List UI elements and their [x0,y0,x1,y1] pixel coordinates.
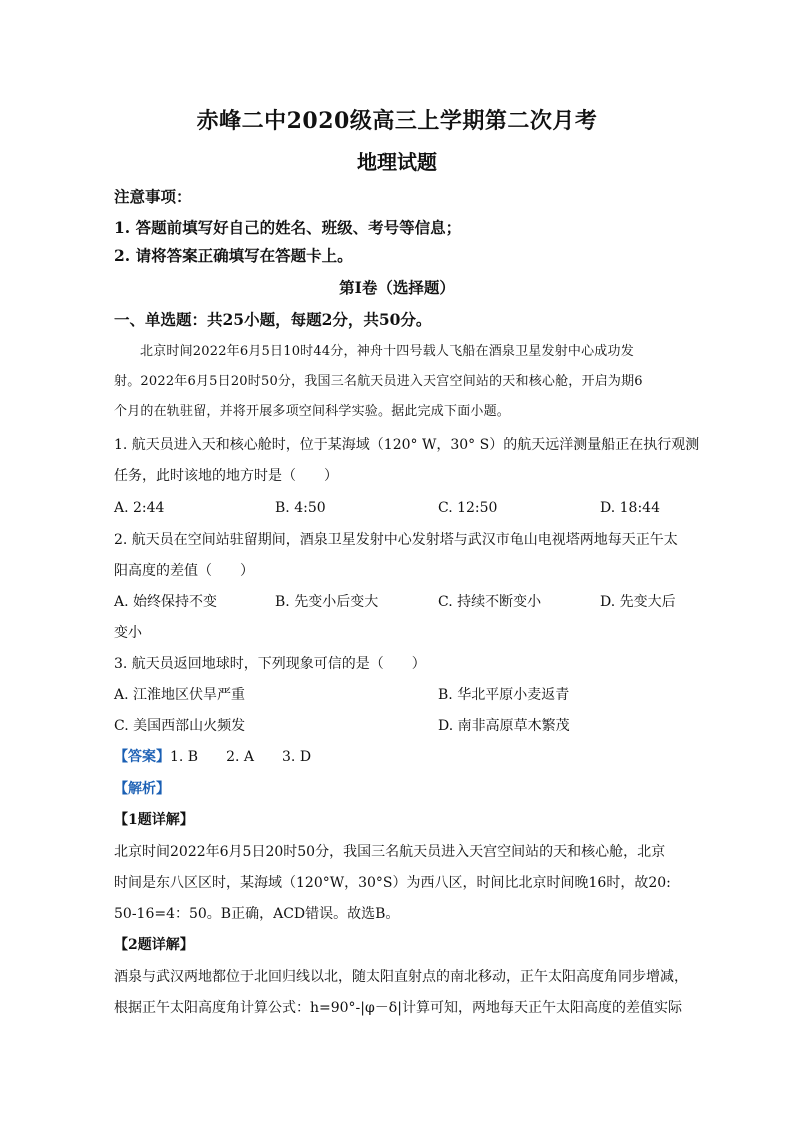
option-c: C. 美国西部山火频发 [114,718,246,734]
notice-item: 2. 请将答案正确填写在答题卡上。 [114,246,353,265]
passage-line: 个月的在轨驻留，并将开展多项空间科学实验。据此完成下面小题。 [114,404,511,419]
detail-line: 酒泉与武汉两地都位于北回归线以北，随太阳直射点的南北移动，正午太阳高度角同步增减， [114,969,688,985]
option-d: D. 18:44 [600,500,660,516]
option-b: B. 华北平原小麦返青 [438,687,570,703]
answer-text: 1. B 2. A 3. D [170,749,312,765]
option-d: D. 先变大后 [600,594,676,610]
option-a: A. 2:44 [114,500,165,516]
detail-line: 50-16=4：50。B正确，ACD错误。故选B。 [114,906,400,922]
detail-line: 时间是东八区区时，某海域（120°W，30°S）为西八区，时间比北京时间晚16时，故20: [114,875,671,891]
notice-heading: 注意事项： [114,187,192,206]
option-a: A. 始终保持不变 [114,594,218,610]
option-c: C. 持续不断变小 [438,594,542,610]
question-stem: 1. 航天员进入天和核心舱时，位于某海域（120° W，30° S）的航天远洋测量船正在执行观测 [114,437,700,453]
passage-line: 射。2022年6月5日20时50分，我国三名航天员进入天宫空间站的天和核心舱，开启为期6 [114,374,643,389]
detail-line: 根据正午太阳高度角计算公式：h=90°-|φ－δ|计算可知，两地每天正午太阳高度的差值实际 [114,1000,682,1016]
answer-label: 【答案】 [114,749,170,765]
section-heading: 一、单选题：共25小题，每题2分，共50分。 [114,310,432,329]
option-a: A. 江淮地区伏旱严重 [114,687,246,703]
volume-heading: 第I卷（选择题） [339,278,455,297]
option-d: D. 南非高原草木繁茂 [438,718,570,734]
option-d-wrap: 变小 [114,625,142,641]
question-stem: 2. 航天员在空间站驻留期间，酒泉卫星发射中心发射塔与武汉市龟山电视塔两地每天正午太 [114,532,678,548]
option-b: B. 4:50 [275,500,326,516]
question-stem: 3. 航天员返回地球时，下列现象可信的是（ ） [114,656,426,672]
answer-row [114,747,684,767]
question-stem: 任务，此时该地的地方时是（ ） [114,468,338,484]
exam-title: 赤峰二中2020级高三上学期第二次月考 [196,108,598,134]
option-b: B. 先变小后变大 [275,594,379,610]
analysis-label: 【解析】 [114,781,170,797]
detail-label: 【2题详解】 [114,937,194,953]
notice-item: 1. 答题前填写好自己的姓名、班级、考号等信息； [114,218,462,237]
exam-subtitle: 地理试题 [357,150,437,174]
detail-line: 北京时间2022年6月5日20时50分，我国三名航天员进入天宫空间站的天和核心舱，北京 [114,844,666,860]
detail-label: 【1题详解】 [114,812,194,828]
passage-line: 北京时间2022年6月5日10时44分，神舟十四号载人飞船在酒泉卫星发射中心成功发 [140,344,634,359]
question-stem: 阳高度的差值（ ） [114,563,254,579]
option-c: C. 12:50 [438,500,498,516]
